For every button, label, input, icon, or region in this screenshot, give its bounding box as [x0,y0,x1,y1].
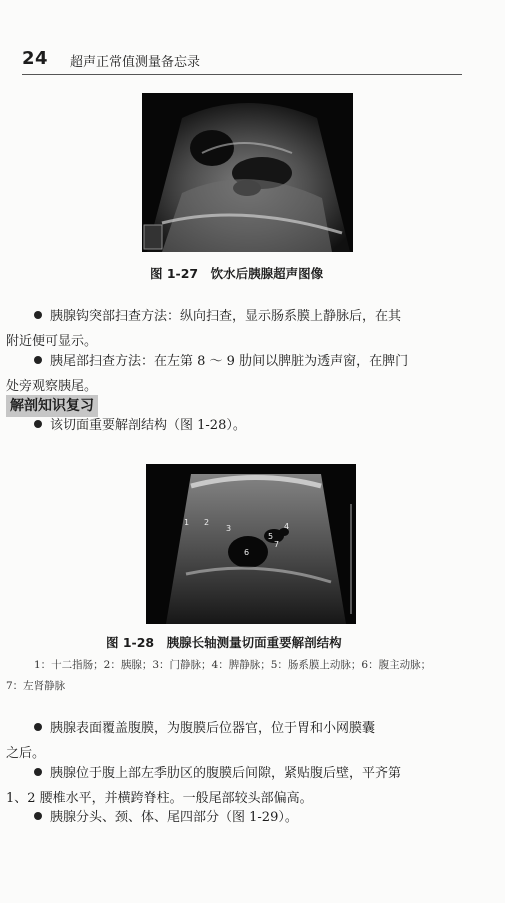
bullet-icon [34,768,42,776]
bullet-icon [34,812,42,820]
ultrasound-image-1 [142,93,353,252]
section-heading: 解剖知识复习 [6,395,98,417]
paragraph-section-intro: 该切面重要解剖结构（图 1-28）。 [34,413,474,438]
ultrasound-image-2 [146,464,356,624]
marker-1: 1 [184,518,190,527]
paragraph-uncinate: 胰腺钩突部扫查方法：纵向扫查，显示肠系膜上静脉后，在其 附近便可显示。 [6,309,402,349]
figure-2-caption: 图 1-28 胰腺长轴测量切面重要解剖结构 [106,635,342,650]
bullet-icon [34,356,42,364]
header-rule [22,74,462,75]
bullet-icon [34,723,42,731]
paragraph-peritoneum: 胰腺表面覆盖腹膜，为腹膜后位器官，位于胃和小网膜囊 之后。 [6,721,376,761]
paragraph-parts: 胰腺分头、颈、体、尾四部分（图 1-29）。 [34,805,474,830]
figure-2-legend: 1：十二指肠；2：胰腺；3：门静脉；4：脾静脉；5：肠系膜上动脉；6：腹主动脉； 7：左肾静脉 [6,659,432,692]
figure-1-caption: 图 1-27 饮水后胰腺超声图像 [150,266,324,281]
paragraph-tail: 胰尾部扫查方法：在左第 8 ～ 9 肋间以脾脏为透声窗，在脾门 处旁观察胰尾。 [6,354,409,394]
marker-3: 3 [226,524,232,533]
marker-6: 6 [244,548,250,557]
page-header [22,40,462,74]
marker-4: 4 [284,522,290,531]
paragraph-location: 胰腺位于腹上部左季肋区的腹膜后间隙，紧贴腹后壁，平齐第 1、2 腰椎水平，并横跨脊柱。一般尾部较头部偏高。 [6,766,402,806]
marker-5: 5 [268,532,274,541]
marker-7: 7 [274,540,280,549]
page-number: 24 [22,48,49,69]
bullet-icon [34,311,42,319]
bullet-icon [34,420,42,428]
book-title: 超声正常值测量备忘录 [70,55,201,70]
marker-2: 2 [204,518,210,527]
